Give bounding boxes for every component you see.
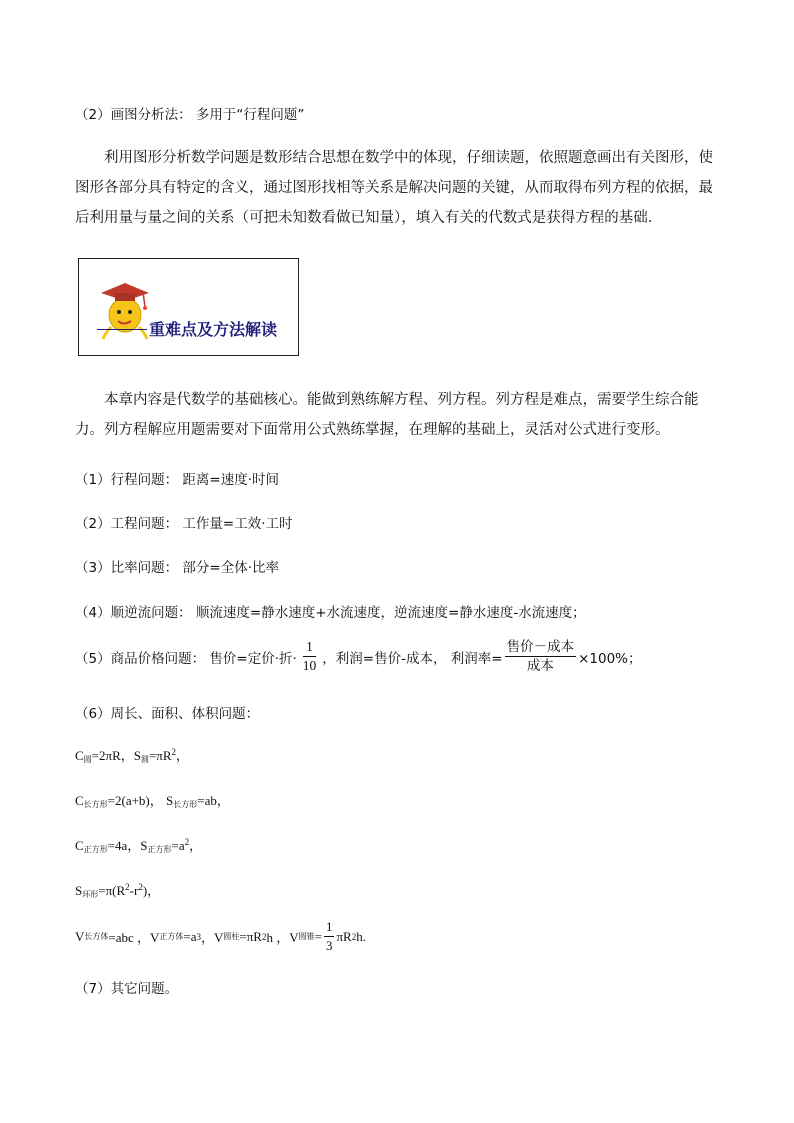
rectangle-formula: $C_{长方形}=2(a+b)$， $S_{长方形}=ab$， xyxy=(75,793,230,809)
formula-other: （7）其它问题。 xyxy=(75,981,179,997)
formula-geometry-heading: （6）周长、面积、体积问题： xyxy=(75,706,260,722)
circle-formula: $C_圆=2\pi R$，$S_圆=\pi R^2$， xyxy=(75,747,190,764)
formula-stream: （4）顺逆流问题： 顺流速度=静水速度+水流速度，逆流速度=静水速度-水流速度； xyxy=(75,605,586,621)
square-formula: $C_{正方形}=4a$，$S_{正方形}=a^2$， xyxy=(75,837,203,854)
price-suffix: ×100%； xyxy=(578,650,642,667)
intro-paragraph: 利用图形分析数学问题是数形结合思想在数学中的体现，仔细读题，依照题意画出有关图形，使图形各部分具有特定的含义，通过图形找相等关系是解决问题的关键，从而取得布列方程的依据，最后利用量与量之间的关系（可把未知数看做已知量），填入有关的代数式是获得方程的基础. xyxy=(75,150,713,226)
price-prefix: （5）商品价格问题： 售价=定价·折· xyxy=(75,650,297,667)
ring-formula: $S_{环形}=\pi(R^2-r^2)$， xyxy=(75,882,161,899)
fraction-numerator: 1 xyxy=(303,638,317,657)
profit-numerator: 售价－成本 xyxy=(506,639,575,655)
fraction-denominator: 10 xyxy=(302,658,317,673)
formula-price xyxy=(75,638,642,675)
doctor-hat-mascot-icon xyxy=(93,267,153,342)
volume-formula: V 长方体 =abc ，V 正方体 =a 3 ，V 圆柱 =πR 2 h ，V 圆锥 = $\frac{1}{3}$ πR 2 h. xyxy=(75,919,366,953)
price-middle: ，利润=售价-成本， 利润率= xyxy=(322,650,503,667)
profit-denominator: 成本 xyxy=(526,658,554,674)
chapter-paragraph: 本章内容是代数学的基础核心。能做到熟练解方程、列方程。列方程是难点，需要学生综合能力。列方程解应用题需要对下面常用公式熟练掌握，在理解的基础上，灵活对公式进行变形。 xyxy=(75,392,699,438)
fraction-one-third: $\frac{1}{3}$ xyxy=(325,919,333,953)
formula-ratio: （3）比率问题： 部分=全体·比率 xyxy=(75,560,279,576)
section-heading: （2）画图分析法： 多用于“行程问题” xyxy=(75,107,305,123)
formula-travel: （1）行程问题： 距离=速度·时间 xyxy=(75,472,279,488)
fraction-one-tenth xyxy=(303,638,317,675)
profit-rate-fraction xyxy=(505,638,577,675)
box-title: 重难点及方法解读 xyxy=(149,320,278,339)
formula-work: （2）工程问题： 工作量=工效·工时 xyxy=(75,516,293,532)
key-points-banner xyxy=(78,258,299,356)
title-underline xyxy=(97,329,147,330)
